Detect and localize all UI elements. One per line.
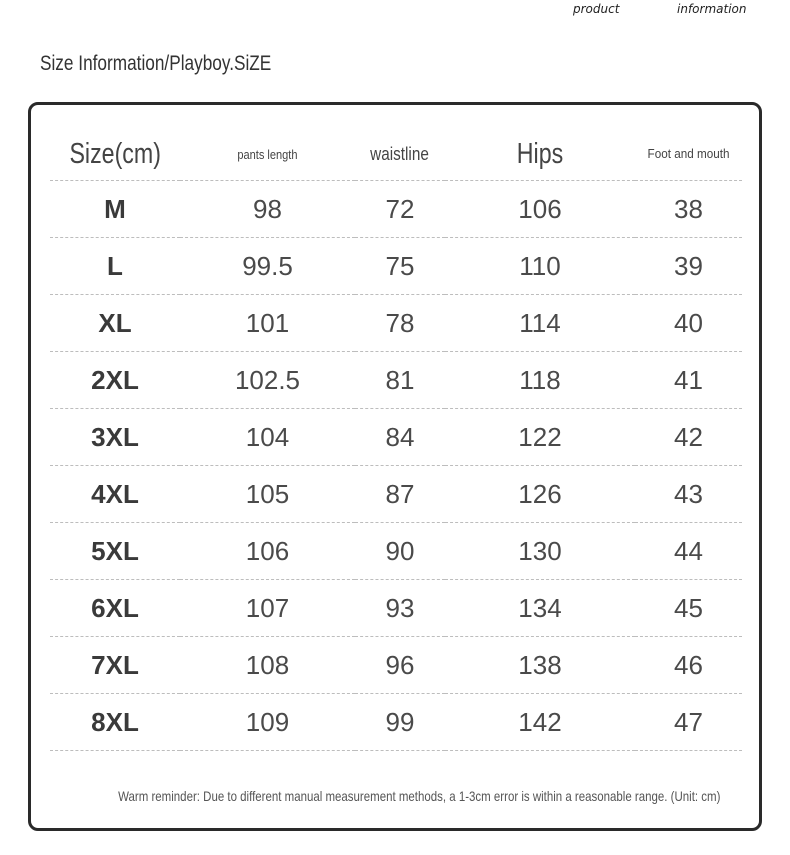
cell-size: 6XL — [50, 580, 180, 637]
cell-waistline: 93 — [355, 580, 445, 637]
cell-pants-length: 104 — [180, 409, 355, 466]
table-row — [50, 409, 742, 466]
table-row — [50, 694, 742, 751]
table-row — [50, 295, 742, 352]
top-label-product: product — [573, 2, 620, 16]
cell-foot-and-mouth: 43 — [635, 466, 742, 523]
cell-pants-length: 107 — [180, 580, 355, 637]
cell-foot-and-mouth: 42 — [635, 409, 742, 466]
cell-pants-length: 99.5 — [180, 238, 355, 295]
cell-hips: 122 — [445, 409, 635, 466]
cell-size: 5XL — [50, 523, 180, 580]
cell-hips: 142 — [445, 694, 635, 751]
table-row — [50, 181, 742, 238]
cell-size: 2XL — [50, 352, 180, 409]
cell-waistline: 96 — [355, 637, 445, 694]
top-label-information: information — [677, 2, 747, 16]
cell-foot-and-mouth: 45 — [635, 580, 742, 637]
cell-hips: 138 — [445, 637, 635, 694]
cell-waistline: 84 — [355, 409, 445, 466]
table-row — [50, 466, 742, 523]
cell-hips: 110 — [445, 238, 635, 295]
cell-size: 8XL — [50, 694, 180, 751]
table-row — [50, 352, 742, 409]
cell-size: 4XL — [50, 466, 180, 523]
header-foot-and-mouth: Foot and mouth — [635, 128, 742, 181]
cell-waistline: 81 — [355, 352, 445, 409]
cell-hips: 114 — [445, 295, 635, 352]
cell-foot-and-mouth: 47 — [635, 694, 742, 751]
cell-waistline: 78 — [355, 295, 445, 352]
cell-foot-and-mouth: 38 — [635, 181, 742, 238]
table-row — [50, 637, 742, 694]
cell-foot-and-mouth: 46 — [635, 637, 742, 694]
table-header-row — [50, 128, 742, 181]
cell-waistline: 75 — [355, 238, 445, 295]
cell-foot-and-mouth: 40 — [635, 295, 742, 352]
warm-reminder-note: Warm reminder: Due to different manual measurement methods, a 1-3cm error is within a reasonable range. (Unit: cm) — [118, 788, 721, 804]
cell-size: M — [50, 181, 180, 238]
cell-size: XL — [50, 295, 180, 352]
header-waistline: waistline — [355, 128, 445, 181]
cell-pants-length: 109 — [180, 694, 355, 751]
cell-waistline: 87 — [355, 466, 445, 523]
table-row — [50, 580, 742, 637]
cell-foot-and-mouth: 41 — [635, 352, 742, 409]
cell-hips: 106 — [445, 181, 635, 238]
cell-pants-length: 101 — [180, 295, 355, 352]
cell-hips: 134 — [445, 580, 635, 637]
table-row — [50, 238, 742, 295]
table-row — [50, 523, 742, 580]
cell-hips: 130 — [445, 523, 635, 580]
cell-hips: 118 — [445, 352, 635, 409]
cell-size: L — [50, 238, 180, 295]
cell-waistline: 99 — [355, 694, 445, 751]
cell-pants-length: 102.5 — [180, 352, 355, 409]
cell-hips: 126 — [445, 466, 635, 523]
cell-pants-length: 108 — [180, 637, 355, 694]
section-title: Size Information/Playboy.SiZE — [40, 52, 272, 75]
header-size: Size(cm) — [50, 128, 180, 181]
cell-foot-and-mouth: 39 — [635, 238, 742, 295]
cell-pants-length: 98 — [180, 181, 355, 238]
cell-foot-and-mouth: 44 — [635, 523, 742, 580]
header-pants-length: pants length — [180, 128, 355, 181]
size-table — [50, 128, 742, 751]
cell-waistline: 90 — [355, 523, 445, 580]
cell-waistline: 72 — [355, 181, 445, 238]
cell-size: 3XL — [50, 409, 180, 466]
header-hips: Hips — [445, 128, 635, 181]
cell-pants-length: 106 — [180, 523, 355, 580]
cell-size: 7XL — [50, 637, 180, 694]
cell-pants-length: 105 — [180, 466, 355, 523]
